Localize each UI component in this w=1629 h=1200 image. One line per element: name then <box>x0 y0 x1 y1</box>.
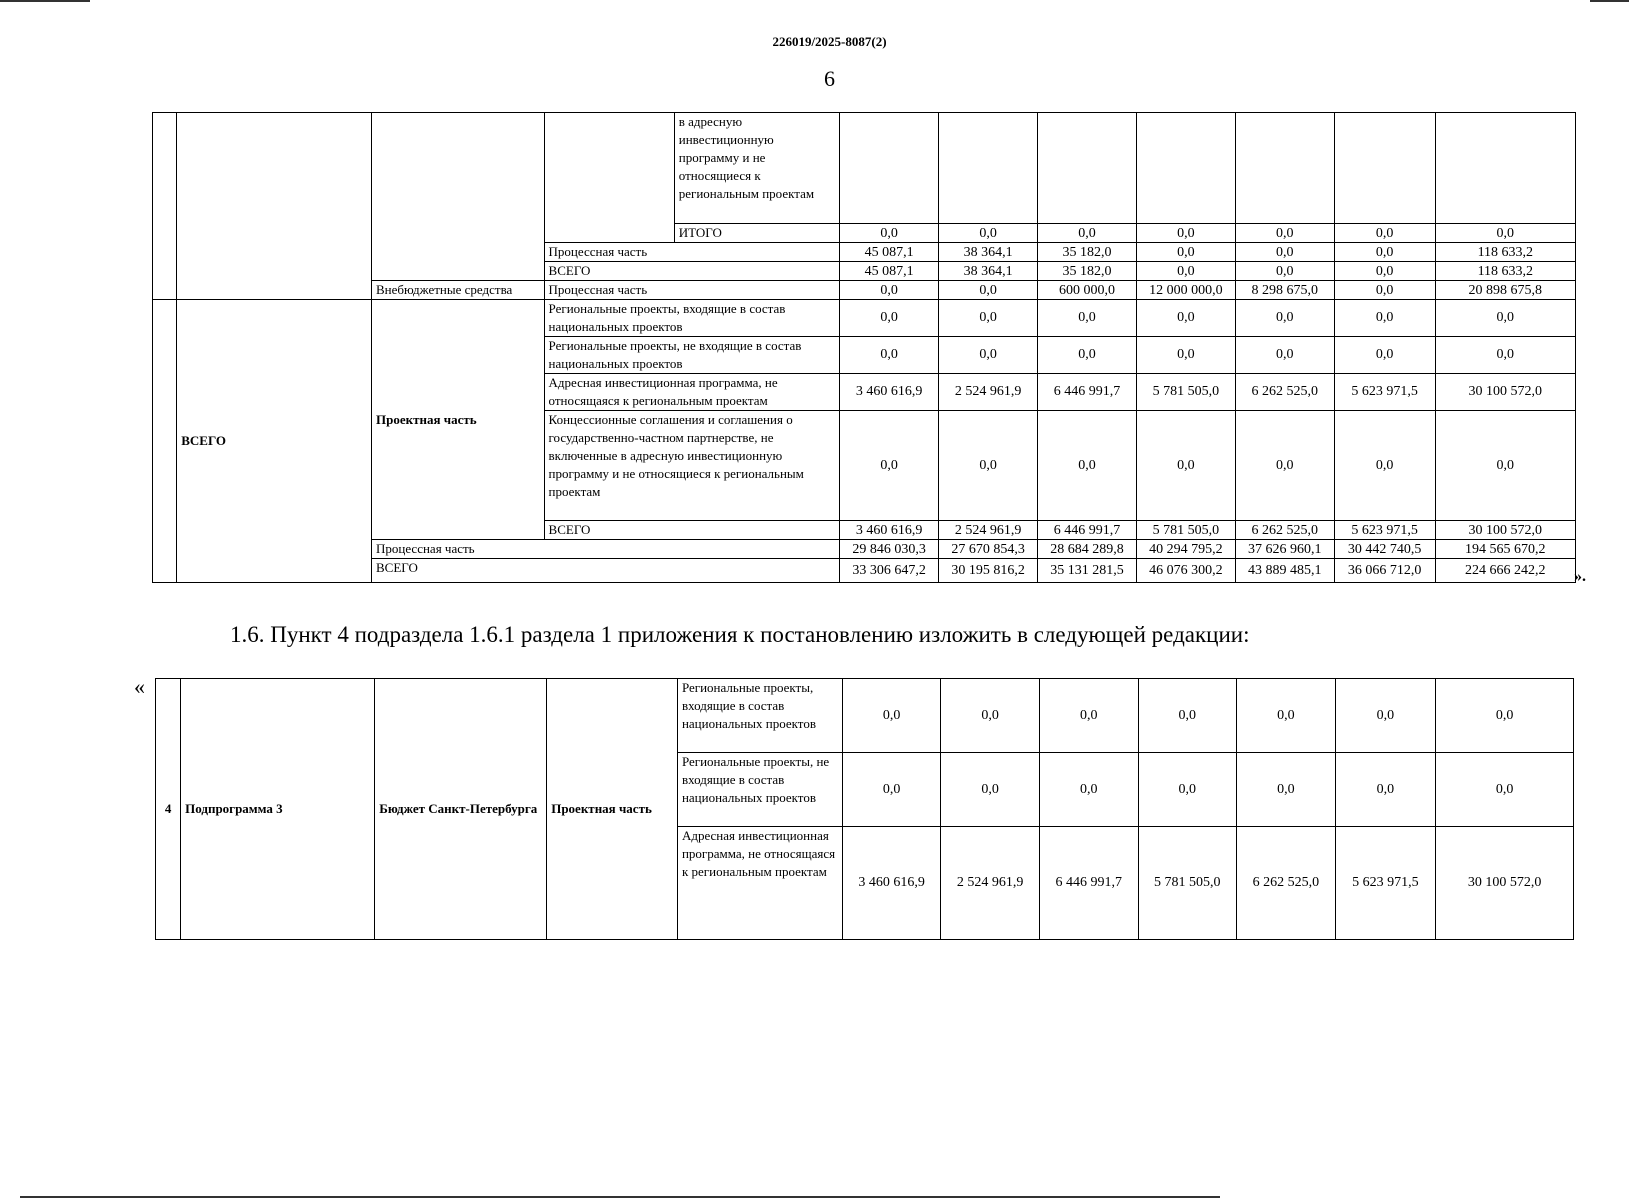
grand-total-label: ВСЕГО <box>177 300 372 583</box>
value-cell: 0,0 <box>1138 679 1237 753</box>
table-cell-text: Региональные проекты, входящие в состав национальных проектов <box>544 300 840 337</box>
project-part-label: Проектная часть <box>547 679 678 940</box>
value-cell: 0,0 <box>1038 300 1137 337</box>
scan-edge-line-left <box>0 0 90 2</box>
value-cell: 28 684 289,8 <box>1038 540 1137 559</box>
value-cell: 37 626 960,1 <box>1235 540 1334 559</box>
value-cell: 0,0 <box>1435 224 1575 243</box>
value-cell: 0,0 <box>1136 337 1235 374</box>
value-cell: 0,0 <box>1136 224 1235 243</box>
part-cell <box>544 113 674 243</box>
table-cell-text: Концессионные соглашения и соглашения о государственно-частном партнерстве, не включенные в адресную инвестиционную программу и не относящиеся к региональным проектам <box>544 411 840 521</box>
table-cell-text: Адресная инвестиционная программа, не относящаяся к региональным проектам <box>544 374 840 411</box>
value-cell <box>1435 113 1575 224</box>
value-cell <box>1038 113 1137 224</box>
value-cell: 35 131 281,5 <box>1038 559 1137 583</box>
value-cell: 0,0 <box>1138 753 1237 827</box>
value-cell: 0,0 <box>1435 300 1575 337</box>
scan-edge-line-right <box>1590 0 1629 2</box>
table-cell-text: в адресную инвестиционную программу и не относящиеся к региональным проектам <box>674 113 840 224</box>
value-cell: 45 087,1 <box>840 262 939 281</box>
value-cell: 0,0 <box>939 300 1038 337</box>
value-cell: 0,0 <box>1334 281 1435 300</box>
process-part-label: Процессная часть <box>544 243 840 262</box>
value-cell: 0,0 <box>840 411 939 521</box>
value-cell: 2 524 961,9 <box>939 521 1038 540</box>
table-cell-text: Адресная инвестиционная программа, не относящаяся к региональным проектам <box>677 827 842 940</box>
value-cell: 36 066 712,0 <box>1334 559 1435 583</box>
value-cell: 8 298 675,0 <box>1235 281 1334 300</box>
document-number: 226019/2025-8087(2) <box>772 34 887 49</box>
table-row <box>156 679 1574 753</box>
value-cell: 6 446 991,7 <box>1038 521 1137 540</box>
page-number: 6 <box>824 66 835 91</box>
value-cell: 0,0 <box>1335 679 1436 753</box>
table-row <box>153 113 1576 224</box>
value-cell <box>1334 113 1435 224</box>
value-cell: 0,0 <box>1237 679 1336 753</box>
value-cell: 0,0 <box>1334 262 1435 281</box>
value-cell: 0,0 <box>1334 337 1435 374</box>
value-cell: 33 306 647,2 <box>840 559 939 583</box>
value-cell: 3 460 616,9 <box>840 374 939 411</box>
table-row <box>153 300 1576 337</box>
value-cell: 35 182,0 <box>1038 243 1137 262</box>
value-cell: 0,0 <box>1436 753 1574 827</box>
value-cell: 0,0 <box>1038 411 1137 521</box>
subprogram-table <box>155 678 1574 940</box>
project-part-label: Проектная часть <box>371 300 544 540</box>
value-cell: 0,0 <box>939 337 1038 374</box>
value-cell: 3 460 616,9 <box>842 827 941 940</box>
value-cell: 0,0 <box>842 679 941 753</box>
row-number-cell <box>153 113 177 300</box>
value-cell: 40 294 795,2 <box>1136 540 1235 559</box>
total-label: ВСЕГО <box>544 262 840 281</box>
value-cell: 0,0 <box>1435 411 1575 521</box>
extrabudget-label: Внебюджетные средства <box>371 281 544 300</box>
value-cell: 43 889 485,1 <box>1235 559 1334 583</box>
itogo-label: ИТОГО <box>674 224 840 243</box>
value-cell: 30 100 572,0 <box>1435 374 1575 411</box>
closing-quote: ». <box>1574 568 1586 585</box>
value-cell: 0,0 <box>941 679 1040 753</box>
value-cell: 6 446 991,7 <box>1039 827 1138 940</box>
value-cell: 0,0 <box>1436 679 1574 753</box>
value-cell: 5 781 505,0 <box>1136 521 1235 540</box>
source-cell <box>371 113 544 281</box>
row-number: 4 <box>156 679 181 940</box>
value-cell: 46 076 300,2 <box>1136 559 1235 583</box>
value-cell <box>939 113 1038 224</box>
value-cell: 6 262 525,0 <box>1237 827 1336 940</box>
value-cell: 0,0 <box>1039 679 1138 753</box>
value-cell: 5 623 971,5 <box>1334 521 1435 540</box>
process-part-label: Процессная часть <box>544 281 840 300</box>
value-cell: 30 195 816,2 <box>939 559 1038 583</box>
value-cell: 6 262 525,0 <box>1235 374 1334 411</box>
funding-source: Бюджет Санкт-Петербурга <box>375 679 547 940</box>
value-cell: 20 898 675,8 <box>1435 281 1575 300</box>
value-cell: 5 781 505,0 <box>1136 374 1235 411</box>
value-cell: 0,0 <box>1235 300 1334 337</box>
value-cell: 5 623 971,5 <box>1334 374 1435 411</box>
value-cell: 5 781 505,0 <box>1138 827 1237 940</box>
row-number-cell <box>153 300 177 583</box>
scan-edge-line-bottom <box>20 1196 1220 1198</box>
value-cell: 0,0 <box>1039 753 1138 827</box>
value-cell: 0,0 <box>840 337 939 374</box>
value-cell: 29 846 030,3 <box>840 540 939 559</box>
budget-table-continuation <box>152 112 1576 583</box>
value-cell: 0,0 <box>939 224 1038 243</box>
value-cell: 3 460 616,9 <box>840 521 939 540</box>
value-cell: 600 000,0 <box>1038 281 1137 300</box>
value-cell: 118 633,2 <box>1435 262 1575 281</box>
value-cell: 2 524 961,9 <box>941 827 1040 940</box>
value-cell: 0,0 <box>1237 753 1336 827</box>
value-cell: 0,0 <box>1235 337 1334 374</box>
value-cell: 0,0 <box>1038 224 1137 243</box>
value-cell <box>1235 113 1334 224</box>
value-cell: 0,0 <box>840 281 939 300</box>
value-cell: 12 000 000,0 <box>1136 281 1235 300</box>
table-cell-text: Региональные проекты, входящие в состав национальных проектов <box>677 679 842 753</box>
value-cell: 118 633,2 <box>1435 243 1575 262</box>
value-cell: 0,0 <box>1136 300 1235 337</box>
value-cell: 35 182,0 <box>1038 262 1137 281</box>
value-cell: 45 087,1 <box>840 243 939 262</box>
value-cell: 2 524 961,9 <box>939 374 1038 411</box>
value-cell: 5 623 971,5 <box>1335 827 1436 940</box>
value-cell: 30 100 572,0 <box>1435 521 1575 540</box>
value-cell: 0,0 <box>1235 411 1334 521</box>
value-cell: 0,0 <box>941 753 1040 827</box>
value-cell: 0,0 <box>1334 411 1435 521</box>
value-cell: 0,0 <box>1334 243 1435 262</box>
value-cell: 0,0 <box>1136 243 1235 262</box>
grand-total-row-label: ВСЕГО <box>371 559 839 583</box>
value-cell: 0,0 <box>1334 300 1435 337</box>
value-cell: 0,0 <box>1235 243 1334 262</box>
value-cell: 194 565 670,2 <box>1435 540 1575 559</box>
value-cell: 0,0 <box>840 300 939 337</box>
value-cell: 0,0 <box>1335 753 1436 827</box>
value-cell: 0,0 <box>939 281 1038 300</box>
value-cell: 0,0 <box>1435 337 1575 374</box>
program-name: Подпрограмма 3 <box>181 679 375 940</box>
value-cell <box>840 113 939 224</box>
value-cell: 0,0 <box>840 224 939 243</box>
total-label: ВСЕГО <box>544 521 840 540</box>
value-cell: 0,0 <box>1136 262 1235 281</box>
table-cell-text: Региональные проекты, не входящие в состав национальных проектов <box>677 753 842 827</box>
value-cell: 38 364,1 <box>939 262 1038 281</box>
value-cell: 0,0 <box>939 411 1038 521</box>
value-cell: 6 262 525,0 <box>1235 521 1334 540</box>
value-cell: 0,0 <box>1334 224 1435 243</box>
value-cell: 30 442 740,5 <box>1334 540 1435 559</box>
value-cell: 224 666 242,2 <box>1435 559 1575 583</box>
opening-quote: « <box>134 674 145 699</box>
value-cell: 38 364,1 <box>939 243 1038 262</box>
value-cell <box>1136 113 1235 224</box>
value-cell: 30 100 572,0 <box>1436 827 1574 940</box>
value-cell: 0,0 <box>1038 337 1137 374</box>
table-cell-text: Региональные проекты, не входящие в состав национальных проектов <box>544 337 840 374</box>
value-cell: 0,0 <box>1136 411 1235 521</box>
process-part-label: Процессная часть <box>371 540 839 559</box>
value-cell: 0,0 <box>842 753 941 827</box>
value-cell: 0,0 <box>1235 262 1334 281</box>
value-cell: 27 670 854,3 <box>939 540 1038 559</box>
value-cell: 6 446 991,7 <box>1038 374 1137 411</box>
program-cell <box>177 113 372 300</box>
amendment-heading: 1.6. Пункт 4 подраздела 1.6.1 раздела 1 приложения к постановлению изложить в следующей редакции: <box>230 622 1250 647</box>
value-cell: 0,0 <box>1235 224 1334 243</box>
